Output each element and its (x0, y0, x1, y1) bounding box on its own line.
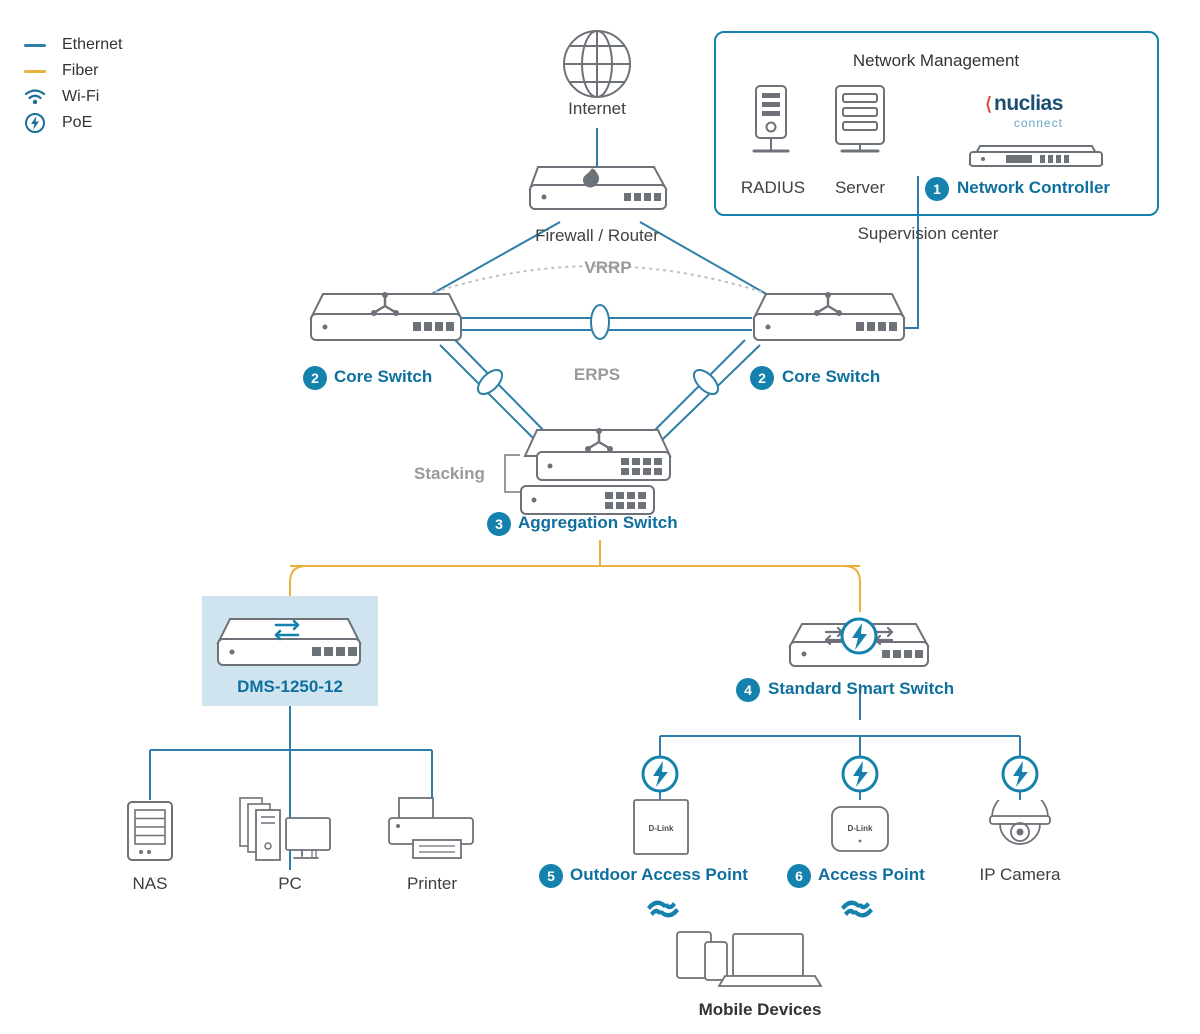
outdoor-access-point-label: Outdoor Access Point (570, 865, 748, 884)
svg-text:D-Link: D-Link (847, 824, 873, 833)
poe-icon-outdoor-ap (640, 754, 680, 799)
core-switch-left-label: Core Switch (334, 367, 433, 386)
legend-item-wifi (24, 84, 122, 110)
dms-1250-12-label: DMS-1250-12 (237, 677, 343, 696)
network-controller-icon (966, 130, 1106, 179)
internet-globe-icon (561, 28, 633, 105)
badge-2-right: 2 (750, 366, 774, 390)
poe-icon-camera (1000, 754, 1040, 799)
vrrp-label: VRRP (584, 258, 632, 277)
ip-camera-icon (986, 800, 1054, 861)
legend-label: PoE (62, 114, 93, 131)
access-point-label: Access Point (818, 865, 925, 884)
legend-item-fiber (24, 58, 122, 84)
dms-1250-12-icon (212, 613, 368, 680)
legend-label: Fiber (62, 62, 99, 79)
standard-smart-switch-icon (784, 612, 936, 679)
internet-label: Internet (568, 99, 626, 118)
badge-5: 5 (539, 864, 563, 888)
supervision-center-label: Supervision center (857, 224, 999, 243)
stacking-label: Stacking (414, 464, 485, 483)
mobile-devices-label: Mobile Devices (698, 1000, 822, 1019)
badge-6: 6 (787, 864, 811, 888)
network-controller-label: Network Controller (957, 178, 1111, 197)
legend-label: Wi-Fi (62, 88, 100, 105)
badge-1: 1 (925, 177, 949, 201)
pc-icon (238, 790, 346, 873)
firewall-router-icon (524, 159, 672, 224)
legend (24, 32, 122, 136)
badge-4: 4 (736, 678, 760, 702)
badge-2-left: 2 (303, 366, 327, 390)
nuclias-sub-wordmark: connect (1013, 116, 1063, 130)
wifi-icon (24, 88, 58, 106)
radius-label: RADIUS (740, 178, 806, 197)
mobile-devices-icon (675, 928, 841, 995)
aggregation-switch-label: Aggregation Switch (518, 513, 678, 532)
legend-item-ethernet (24, 32, 122, 58)
nuclias-logo: ⟨ nuclias connect (985, 92, 1063, 130)
standard-smart-switch-label: Standard Smart Switch (768, 679, 955, 698)
wifi-icon-ap (840, 895, 874, 929)
pc-label: PC (278, 874, 302, 893)
core-switch-right-label: Core Switch (782, 367, 881, 386)
fiber-line-icon (24, 70, 58, 73)
server-icon (828, 84, 892, 167)
server-label: Server (834, 178, 886, 197)
badge-3: 3 (487, 512, 511, 536)
firewall-router-label: Firewall / Router (535, 226, 659, 245)
nas-icon (122, 798, 178, 871)
printer-label: Printer (406, 874, 458, 893)
radius-server-icon (744, 84, 802, 167)
poe-icon (24, 112, 58, 134)
ip-camera-label: IP Camera (979, 865, 1061, 884)
legend-label: Ethernet (62, 36, 123, 53)
erps-label: ERPS (573, 365, 621, 384)
access-point-icon (830, 805, 890, 858)
wifi-icon-outdoor-ap (646, 895, 680, 929)
nuclias-wordmark: nuclias (994, 92, 1063, 115)
ethernet-line-icon (24, 44, 58, 47)
core-switch-right-icon (748, 288, 910, 353)
core-switch-left-icon (305, 288, 467, 353)
outdoor-access-point-icon (632, 798, 690, 861)
poe-icon-ap (840, 754, 880, 799)
legend-item-poe (24, 110, 122, 136)
nas-label: NAS (132, 874, 168, 893)
network-management-title: Network Management (852, 51, 1020, 70)
svg-text:D-Link: D-Link (648, 824, 674, 833)
printer-icon (385, 796, 481, 867)
